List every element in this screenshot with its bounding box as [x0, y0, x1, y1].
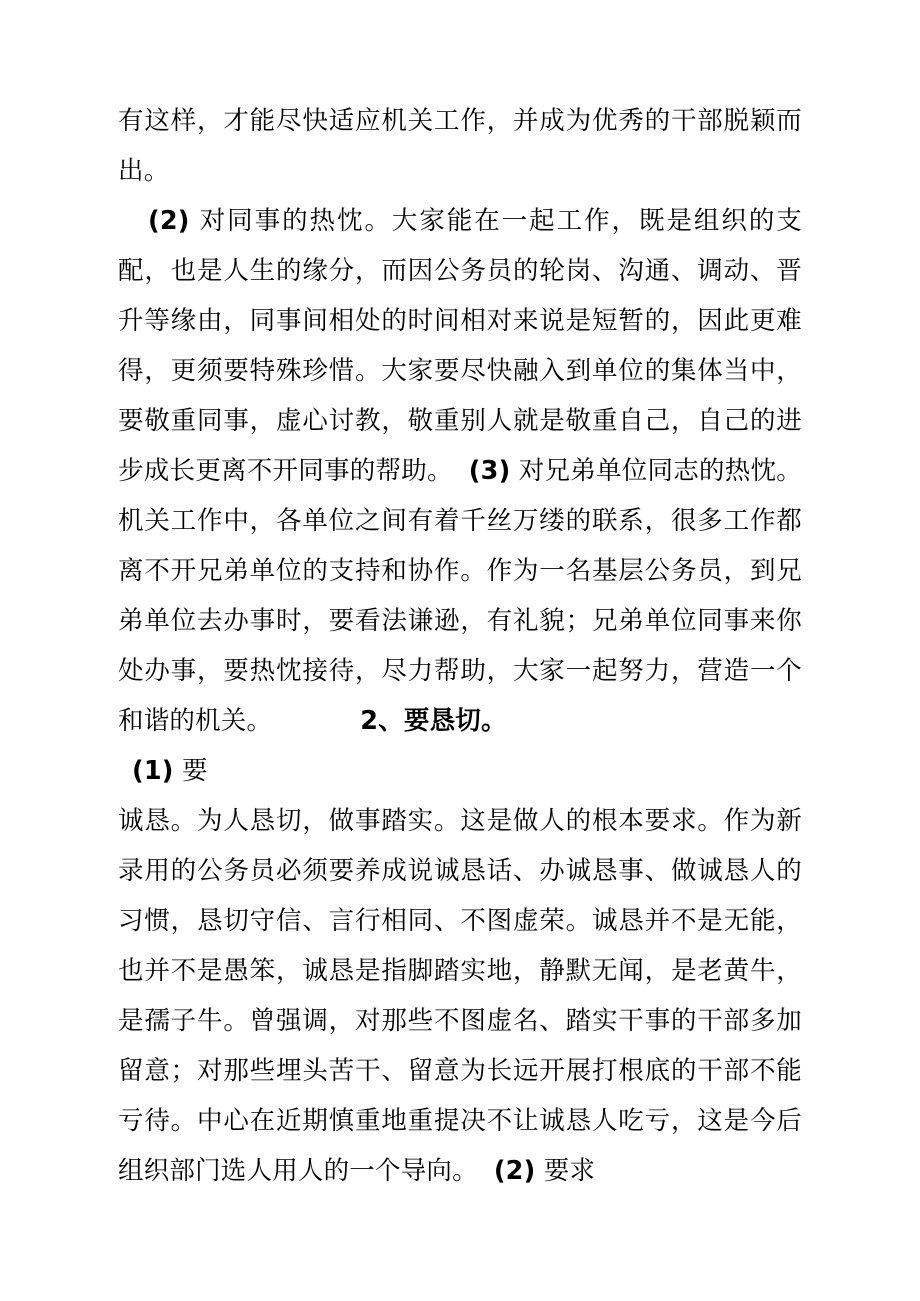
document-body	[118, 96, 802, 1196]
paragraph	[118, 96, 802, 196]
paragraph	[118, 796, 802, 1196]
paragraph-marker: (2)	[493, 1156, 536, 1186]
paragraph-text: 要	[173, 756, 208, 786]
paragraph	[118, 196, 802, 746]
paragraph-marker: 2、要恳切。	[360, 706, 507, 736]
paragraph-text: 对兄弟单位同志的热忱。机关工作中，各单位之间有着千丝万缕的联系，很多工作都离不开兄弟单位的支持和协作。作为一名基层公务员，到兄弟单位去办事时，要看法谦逊，有礼貌；兄弟单位同事来你处办事，要热忱接待，尽力帮助，大家一起努力，营造一个和谐的机关。	[118, 456, 802, 736]
paragraph-text: 对同事的热忱。大家能在一起工作，既是组织的支配，也是人生的缘分，而因公务员的轮岗、沟通、调动、晋升等缘由，同事间相处的时间相对来说是短暂的，因此更难得，更须要特殊珍惜。大家要尽快融入到单位的集体当中，要敬重同事，虚心讨教，敬重别人就是敬重自己，自己的进步成长更离不开同事的帮助。	[118, 206, 802, 486]
paragraph-text: 要求	[535, 1156, 596, 1186]
paragraph	[118, 746, 802, 796]
paragraph-marker: (2)	[148, 206, 190, 236]
paragraph-text: 诚恳。为人恳切，做事踏实。这是做人的根本要求。作为新录用的公务员必须要养成说诚恳话、办诚恳事、做诚恳人的习惯，恳切守信、言行相同、不图虚荣。诚恳并不是无能，也并不是愚笨，诚恳是指脚踏实地，静默无闻，是老黄牛，是孺子牛。曾强调，对那些不图虚名、踏实干事的干部多加留意；对那些埋头苦干、留意为长远开展打根底的干部不能亏待。中心在近期慎重地重提决不让诚恳人吃亏，这是今后组织部门选人用人的一个导向。	[118, 806, 802, 1186]
paragraph-marker: (1)	[132, 756, 174, 786]
paragraph-marker: (3)	[468, 456, 511, 486]
paragraph-text: 有这样，才能尽快适应机关工作，并成为优秀的干部脱颖而出。	[118, 106, 802, 186]
